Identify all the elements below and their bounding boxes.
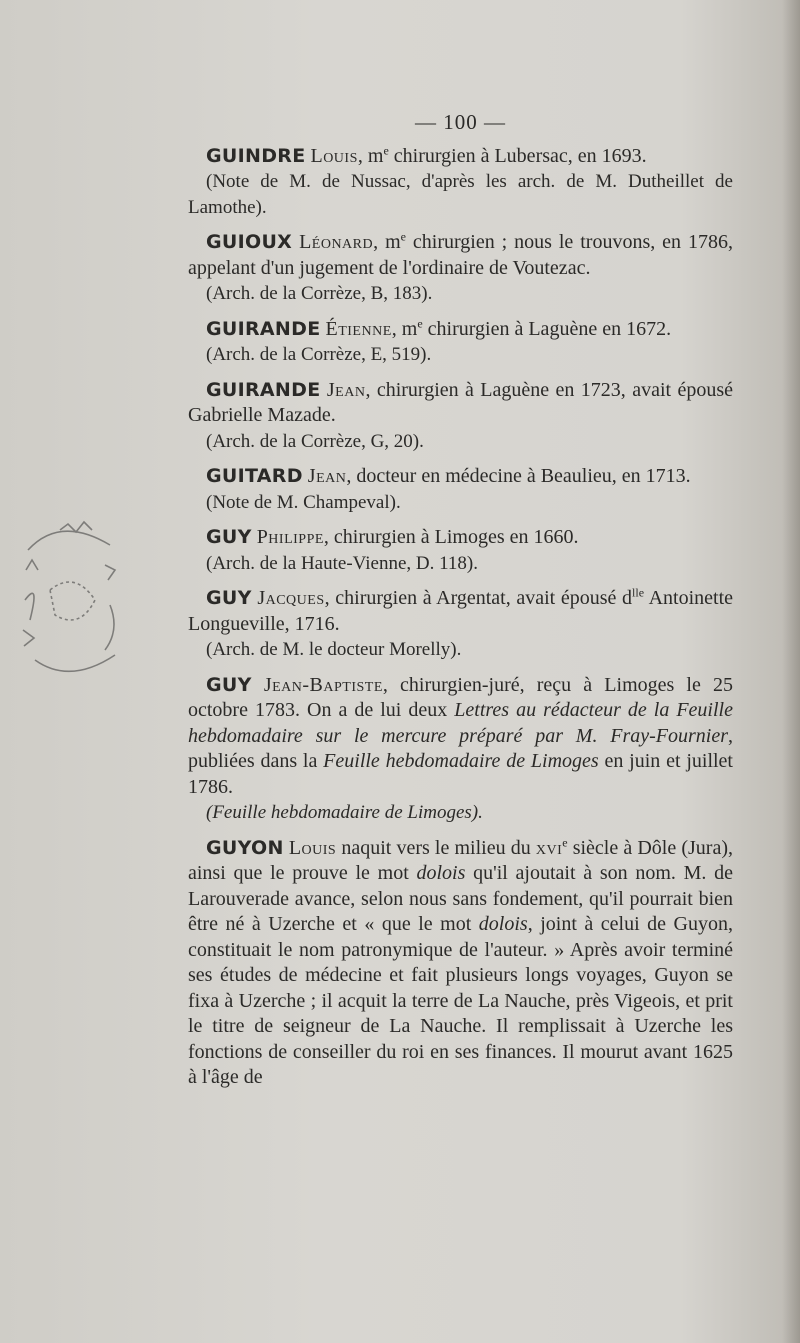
entry-source: (Feuille hebdomadaire de Limoges). (206, 802, 483, 823)
entry-name: GUIRANDE (206, 378, 321, 401)
entry-name: GUY (206, 526, 252, 548)
entry-text: , docteur en médecine à Beaulieu, en 1713. (346, 465, 691, 487)
entry-text: , m (391, 317, 418, 340)
entry-text: siècle à Dôle (Jura), ainsi que le prouve le mot (188, 836, 734, 884)
entry-text: chirurgien ; nous le trouvons, en 1786, appelant d'un jugement de l'ordinaire de Voutezac. (188, 231, 733, 279)
entry-source: (Note de M. Champeval). (206, 491, 401, 513)
entry-century: xvi (535, 836, 563, 859)
entry-superscript: lle (632, 585, 645, 600)
entry-text: chirurgien à Lubersac, en 1693. (388, 144, 647, 167)
entry-name: GUY (206, 673, 252, 696)
entry-text: chirurgien à Laguène en 1672. (422, 317, 672, 340)
entry-name: GUITARD (206, 465, 303, 487)
entry-name: GUIOUX (206, 231, 293, 253)
entry-name: GUYON (206, 836, 284, 859)
page-number: — 100 — (415, 110, 506, 134)
entry-italic-word: dolois (416, 862, 466, 884)
entry-source: (Note de M. de Nussac, d'après les arch. de M. Dutheillet de Lamothe). (188, 171, 733, 218)
entry-text: , chirurgien-juré, reçu à Limoges le 25 octobre 1783. On a de lui deux (188, 673, 734, 721)
entries-list (188, 144, 733, 663)
entry-item (188, 230, 733, 307)
entry-text: qu'il ajoutait à son nom. M. de Larouverade avance, selon nous sans fondement, qu'il pourrait bien être né à Uzerche et « que le mot (188, 862, 733, 935)
entry-first-name: Étienne (325, 317, 392, 340)
entry-item (188, 464, 733, 515)
entry-text: , chirurgien à Limoges en 1660. (323, 526, 579, 548)
entry-text: , chirurgien à Argentat, avait épousé d (324, 587, 633, 609)
entry-first-name: Louis (310, 144, 358, 167)
entry-superscript: e (417, 315, 423, 330)
entry-text: , m (373, 231, 401, 253)
entry-item (188, 525, 733, 576)
entry-first-name: Jean (326, 378, 366, 401)
entry-first-name: Philippe (256, 526, 324, 548)
entry-italic-title: Feuille hebdomadaire de Limoges (323, 750, 599, 772)
entry-text: naquit vers le milieu du (336, 836, 536, 859)
entry-guy-jean-baptiste (188, 673, 733, 826)
page-edge-shadow (782, 0, 800, 1343)
entry-name: GUIRANDE (206, 317, 321, 340)
entry-first-name: Jean-Baptiste (263, 673, 383, 696)
entry-first-name: Jacques (257, 587, 325, 609)
entry-text: en juin et juillet 1786. (188, 750, 733, 798)
entry-source: (Arch. de M. le docteur Morelly). (206, 639, 462, 660)
library-stamp-image (20, 510, 130, 700)
entry-item (188, 378, 733, 455)
entry-source: (Arch. de la Corrèze, G, 20). (206, 430, 424, 452)
entry-item (188, 317, 733, 368)
entry-text: , chirurgien à Laguène en 1723, avait épousé Gabrielle Mazade. (188, 378, 733, 426)
entry-guyon (188, 836, 733, 1091)
entry-item (188, 586, 733, 663)
entry-italic-word: dolois (478, 913, 528, 935)
entry-first-name: Louis (288, 836, 337, 859)
entry-source: (Arch. de la Corrèze, E, 519). (206, 344, 432, 365)
entry-superscript: e (562, 834, 568, 849)
entry-source: (Arch. de la Corrèze, B, 183). (206, 283, 433, 304)
entry-italic-title: Lettres au rédacteur de la Feuille hebdomadaire sur le mercure préparé par M. Fray-Fournier (188, 699, 733, 747)
entry-first-name: Jean (307, 465, 347, 487)
entry-item (188, 144, 733, 221)
entry-first-name: Léonard (299, 231, 374, 253)
text-column (188, 110, 733, 1101)
entry-name: GUINDRE (206, 144, 306, 167)
entry-superscript: e (400, 229, 406, 244)
entry-name: GUY (206, 587, 252, 609)
entry-superscript: e (383, 142, 389, 157)
entry-text: , joint à celui de Guyon, constituait le nom patronymique de l'auteur. » Après avoir terminé ses études de médecine et fait plusieurs longs voyages, Guyon se fixa à Uzerche ; il acquit la terre de La Nauche, près Vigeois, et prit le titre de seigneur de La Nauche. Il remplissait à Uzerche les fonctions de conseiller du roi en ses finances. Il mourut avant 1625 à l'âge de (188, 913, 733, 1088)
entry-text: , publiées dans la (188, 724, 733, 772)
entry-source: (Arch. de la Haute-Vienne, D. 118). (206, 552, 478, 574)
entry-text: , m (357, 144, 384, 167)
entry-text: Antoinette Longueville, 1716. (188, 587, 733, 635)
